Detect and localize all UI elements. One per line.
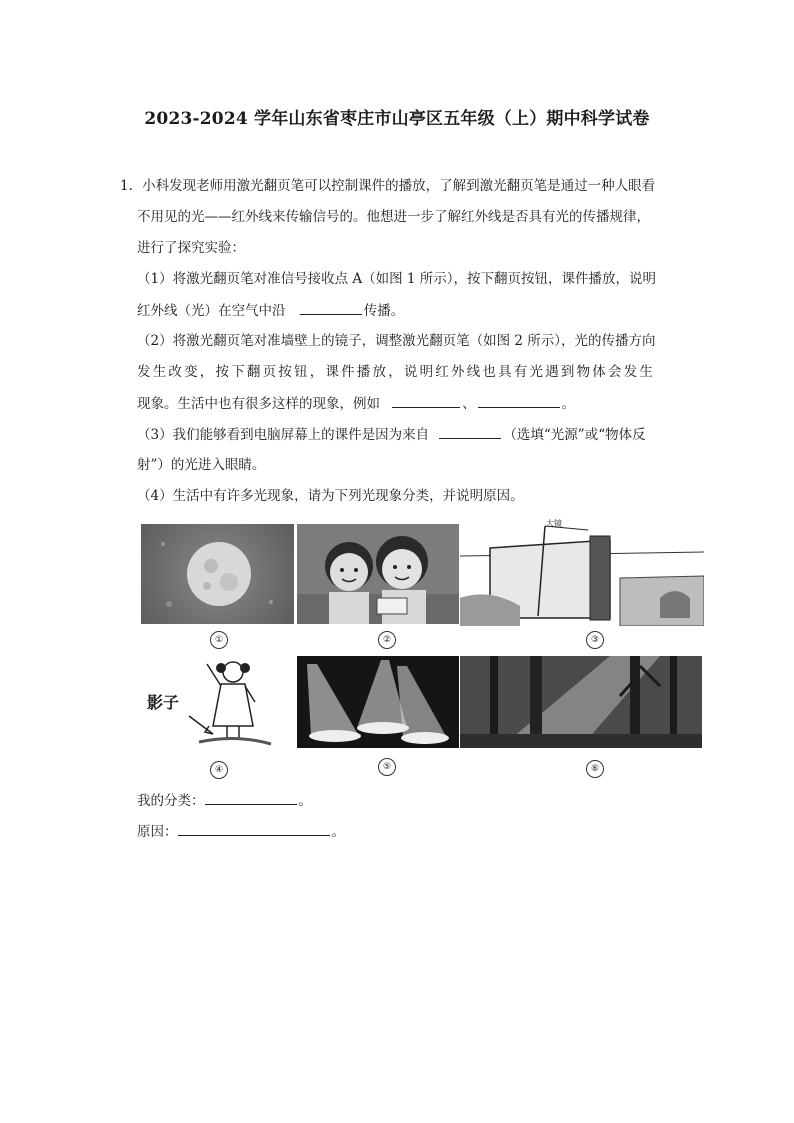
caption-6: ⑥ bbox=[586, 760, 604, 778]
q1-part4-line1: （4）生活中有许多光现象，请为下列光现象分类，并说明原因。 bbox=[137, 488, 524, 504]
image-periscope bbox=[460, 518, 704, 626]
reason-label: 原因： bbox=[137, 824, 178, 840]
q1-part2-text: 现象。生活中也有很多这样的现象，例如 bbox=[137, 396, 380, 412]
image-forest-light bbox=[460, 656, 702, 748]
answer-blank-4[interactable] bbox=[439, 424, 501, 439]
q1-line1: 1．小科发现老师用激光翻页笔可以控制课件的播放，了解到激光翻页笔是通过一种人眼看 bbox=[120, 178, 656, 194]
children-icon bbox=[297, 524, 459, 624]
my-classification-line bbox=[137, 790, 312, 811]
q1-part2-sep: 、 bbox=[462, 396, 476, 412]
my-classification-label: 我的分类： bbox=[137, 793, 205, 809]
answer-blank-classification[interactable] bbox=[205, 790, 297, 805]
reason-end: 。 bbox=[331, 824, 345, 840]
image-girl-shadow bbox=[141, 654, 291, 754]
caption-3: ③ bbox=[586, 631, 604, 649]
q1-part1-text: 红外线（光）在空气中沿 bbox=[137, 303, 286, 319]
q1-part3-line1 bbox=[137, 424, 646, 445]
spotlight-icon bbox=[297, 656, 459, 748]
answer-blank-reason[interactable] bbox=[178, 821, 330, 836]
shadow-label: 影子 bbox=[147, 693, 180, 712]
answer-blank-2[interactable] bbox=[392, 393, 460, 408]
reason-line bbox=[137, 821, 345, 842]
q1-part3-hint: （选填“光源”或“物体反 bbox=[503, 427, 646, 443]
q1-part1-line2 bbox=[137, 300, 404, 321]
my-classification-end: 。 bbox=[298, 793, 312, 809]
periscope-icon bbox=[460, 518, 704, 626]
page-title: 2023-2024 学年山东省枣庄市山亭区五年级（上）期中科学试卷 bbox=[144, 109, 650, 129]
caption-5: ⑤ bbox=[378, 758, 396, 776]
image-moon bbox=[141, 524, 294, 624]
q1-line2: 不用见的光——红外线来传输信号的。他想进一步了解红外线是否具有光的传播规律， bbox=[137, 209, 650, 225]
q1-part3-text: （3）我们能够看到电脑屏幕上的课件是因为来自 bbox=[137, 427, 430, 443]
image-children-reading bbox=[297, 524, 459, 624]
q1-part2-end: 。 bbox=[561, 396, 576, 412]
answer-blank-1[interactable] bbox=[300, 300, 362, 315]
q1-part2-line2: 发生改变，按下翻页按钮，课件播放，说明红外线也具有光遇到物体会发生 bbox=[137, 364, 656, 380]
moon-icon bbox=[141, 524, 294, 624]
q1-part3-line2: 射”）的光进入眼睛。 bbox=[137, 457, 266, 473]
image-spotlights bbox=[297, 656, 459, 748]
answer-blank-3[interactable] bbox=[478, 393, 560, 408]
wall-label: 大镜 bbox=[546, 519, 562, 528]
q1-part2-line1: （2）将激光翻页笔对准墙壁上的镜子，调整激光翻页笔（如图 2 所示），光的传播方向 bbox=[137, 333, 656, 349]
forest-icon bbox=[460, 656, 702, 748]
caption-1: ① bbox=[210, 631, 228, 649]
q1-part1-end: 传播。 bbox=[363, 303, 405, 319]
caption-4: ④ bbox=[210, 761, 228, 779]
q1-part2-line3 bbox=[137, 393, 575, 414]
caption-2: ② bbox=[378, 631, 396, 649]
q1-line3: 进行了探究实验： bbox=[137, 240, 245, 256]
q1-part1-line1: （1）将激光翻页笔对准信号接收点 A（如图 1 所示），按下翻页按钮，课件播放，说明 bbox=[137, 271, 657, 287]
